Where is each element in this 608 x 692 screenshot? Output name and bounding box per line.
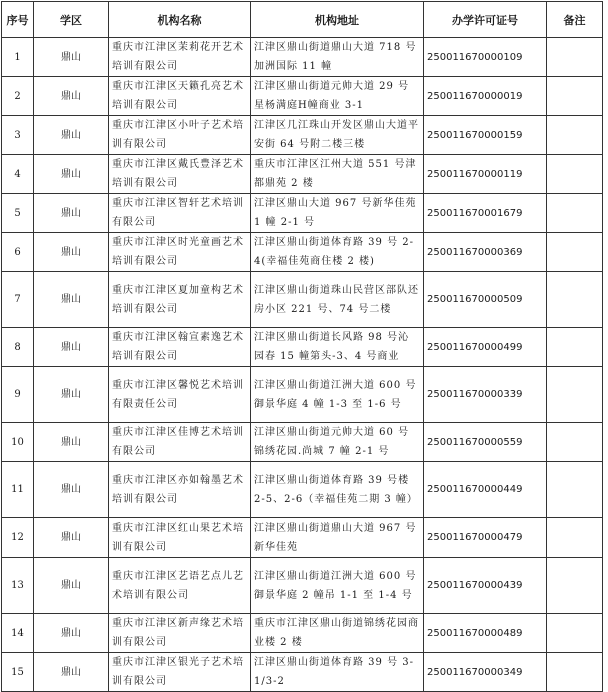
cell-address: 重庆市江津区江州大道 551 号津都鼎苑 2 楼 xyxy=(251,155,424,194)
table-row xyxy=(2,272,603,328)
cell-district: 鼎山 xyxy=(34,194,109,233)
cell-remark xyxy=(547,38,603,77)
cell-license: 250011670000449 xyxy=(424,462,547,518)
cell-remark xyxy=(547,272,603,328)
cell-district: 鼎山 xyxy=(34,77,109,116)
table-row xyxy=(2,38,603,77)
cell-name: 重庆市江津区银光子艺术培训有限公司 xyxy=(109,653,251,692)
institution-table xyxy=(1,1,603,692)
cell-license: 250011670000479 xyxy=(424,518,547,558)
table-row xyxy=(2,423,603,462)
cell-remark xyxy=(547,367,603,423)
cell-remark xyxy=(547,116,603,155)
cell-address: 江津区鼎山街道鼎山大道 967 号新华佳苑 xyxy=(251,518,424,558)
cell-seq: 10 xyxy=(2,423,34,462)
header-seq: 序号 xyxy=(2,2,34,38)
table-row xyxy=(2,653,603,692)
cell-name: 重庆市江津区时光童画艺术培训有限公司 xyxy=(109,233,251,272)
cell-address: 江津区鼎山街道长风路 98 号沁园春 15 幢第头-3、4 号商业 xyxy=(251,328,424,367)
cell-district: 鼎山 xyxy=(34,233,109,272)
table-row xyxy=(2,233,603,272)
cell-remark xyxy=(547,558,603,614)
cell-license: 250011670000509 xyxy=(424,272,547,328)
cell-address: 江津区鼎山街道鼎山大道 718 号加洲国际 11 幢 xyxy=(251,38,424,77)
cell-address: 江津区鼎山大道 967 号新华佳苑 1 幢 2-1 号 xyxy=(251,194,424,233)
header-address: 机构地址 xyxy=(251,2,424,38)
cell-address: 江津区鼎山街道珠山民营区部队还房小区 221 号、74 号二楼 xyxy=(251,272,424,328)
cell-license: 250011670000439 xyxy=(424,558,547,614)
cell-name: 重庆市江津区红山果艺术培训有限公司 xyxy=(109,518,251,558)
cell-name: 重庆市江津区天籁孔亮艺术培训有限公司 xyxy=(109,77,251,116)
cell-district: 鼎山 xyxy=(34,423,109,462)
table-row xyxy=(2,367,603,423)
cell-license: 250011670000559 xyxy=(424,423,547,462)
cell-remark xyxy=(547,614,603,653)
cell-seq: 11 xyxy=(2,462,34,518)
cell-seq: 5 xyxy=(2,194,34,233)
cell-remark xyxy=(547,233,603,272)
header-name: 机构名称 xyxy=(109,2,251,38)
cell-seq: 4 xyxy=(2,155,34,194)
cell-remark xyxy=(547,155,603,194)
table-row xyxy=(2,328,603,367)
cell-district: 鼎山 xyxy=(34,518,109,558)
cell-remark xyxy=(547,518,603,558)
cell-address: 江津区鼎山街道元帅大道 60 号锦绣花园.尚城 7 幢 2-1 号 xyxy=(251,423,424,462)
cell-license: 250011670000019 xyxy=(424,77,547,116)
cell-address: 江津区鼎山街道体育路 39 号楼 2-5、2-6（幸福佳苑二期 3 幢） xyxy=(251,462,424,518)
cell-name: 重庆市江津区艺语艺点儿艺术培训有限公司 xyxy=(109,558,251,614)
header-remark: 备注 xyxy=(547,2,603,38)
header-district: 学区 xyxy=(34,2,109,38)
cell-license: 250011670000159 xyxy=(424,116,547,155)
cell-district: 鼎山 xyxy=(34,38,109,77)
cell-seq: 3 xyxy=(2,116,34,155)
cell-district: 鼎山 xyxy=(34,653,109,692)
cell-name: 重庆市江津区馨悦艺术培训有限责任公司 xyxy=(109,367,251,423)
cell-address: 江津区鼎山街道体育路 39 号 2-4(幸福佳苑商住楼 2 楼) xyxy=(251,233,424,272)
cell-address: 江津区鼎山街道体育路 39 号 3-1/3-2 xyxy=(251,653,424,692)
cell-name: 重庆市江津区小叶子艺术培训有限公司 xyxy=(109,116,251,155)
cell-seq: 2 xyxy=(2,77,34,116)
cell-seq: 15 xyxy=(2,653,34,692)
cell-address: 江津区鼎山街道江洲大道 600 号御景华庭 2 幢吊 1-1 至 1-4 号 xyxy=(251,558,424,614)
cell-seq: 9 xyxy=(2,367,34,423)
cell-license: 250011670000119 xyxy=(424,155,547,194)
table-row xyxy=(2,155,603,194)
table-row xyxy=(2,77,603,116)
cell-district: 鼎山 xyxy=(34,328,109,367)
table-header-row xyxy=(2,2,603,38)
cell-name: 重庆市江津区新声缘艺术培训有限公司 xyxy=(109,614,251,653)
table-row xyxy=(2,614,603,653)
cell-license: 250011670000489 xyxy=(424,614,547,653)
cell-name: 重庆市江津区智轩艺术培训有限公司 xyxy=(109,194,251,233)
cell-remark xyxy=(547,194,603,233)
cell-license: 250011670000109 xyxy=(424,38,547,77)
cell-remark xyxy=(547,328,603,367)
cell-license: 250011670000499 xyxy=(424,328,547,367)
cell-remark xyxy=(547,462,603,518)
cell-license: 250011670000339 xyxy=(424,367,547,423)
table-row xyxy=(2,462,603,518)
cell-district: 鼎山 xyxy=(34,272,109,328)
cell-seq: 6 xyxy=(2,233,34,272)
cell-district: 鼎山 xyxy=(34,558,109,614)
table-row xyxy=(2,558,603,614)
cell-license: 250011670000369 xyxy=(424,233,547,272)
cell-name: 重庆市江津区戴氏豊泽艺术培训有限公司 xyxy=(109,155,251,194)
header-license: 办学许可证号 xyxy=(424,2,547,38)
cell-seq: 13 xyxy=(2,558,34,614)
cell-name: 重庆市江津区佳博艺术培训有限公司 xyxy=(109,423,251,462)
cell-district: 鼎山 xyxy=(34,462,109,518)
cell-remark xyxy=(547,653,603,692)
cell-address: 江津区鼎山街道元帅大道 29 号星杨满庭H幢商业 3-1 xyxy=(251,77,424,116)
cell-address: 重庆市江津区鼎山街道锦绣花园商业楼 2 楼 xyxy=(251,614,424,653)
table-row xyxy=(2,518,603,558)
cell-name: 重庆市江津区夏加童构艺术培训有限公司 xyxy=(109,272,251,328)
cell-license: 250011670000349 xyxy=(424,653,547,692)
table-row xyxy=(2,116,603,155)
cell-seq: 1 xyxy=(2,38,34,77)
cell-address: 江津区鼎山街道江洲大道 600 号御景华庭 4 幢 1-3 至 1-6 号 xyxy=(251,367,424,423)
cell-seq: 12 xyxy=(2,518,34,558)
cell-license: 250011670001679 xyxy=(424,194,547,233)
cell-district: 鼎山 xyxy=(34,367,109,423)
cell-district: 鼎山 xyxy=(34,614,109,653)
cell-district: 鼎山 xyxy=(34,155,109,194)
cell-name: 重庆市江津区亦如翰墨艺术培训有限公司 xyxy=(109,462,251,518)
cell-remark xyxy=(547,77,603,116)
table-row xyxy=(2,194,603,233)
cell-remark xyxy=(547,423,603,462)
cell-seq: 8 xyxy=(2,328,34,367)
cell-seq: 7 xyxy=(2,272,34,328)
cell-name: 重庆市江津区茉莉花开艺术培训有限公司 xyxy=(109,38,251,77)
cell-seq: 14 xyxy=(2,614,34,653)
cell-address: 江津区几江珠山开发区鼎山大道平安街 64 号附二楼三楼 xyxy=(251,116,424,155)
cell-district: 鼎山 xyxy=(34,116,109,155)
cell-name: 重庆市江津区翰宣素逸艺术培训有限公司 xyxy=(109,328,251,367)
